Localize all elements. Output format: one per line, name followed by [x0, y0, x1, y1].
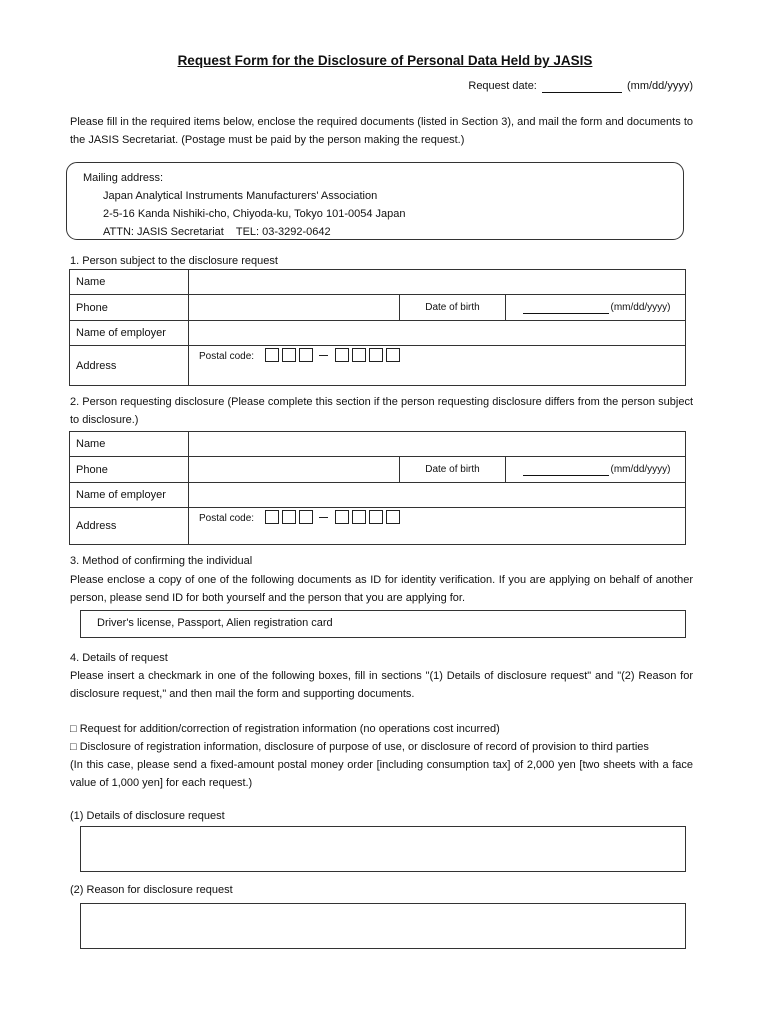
mailing-attn: ATTN: JASIS Secretariat [103, 226, 224, 238]
s2-address-field[interactable] [189, 508, 686, 545]
s1-employer-field[interactable] [189, 321, 686, 346]
request-date-field[interactable] [542, 80, 622, 93]
mailing-org: Japan Analytical Instruments Manufacturers' Association [103, 190, 378, 202]
id-documents-box [80, 610, 686, 638]
mailing-street: 2-5-16 Kanda Nishiki-cho, Chiyoda-ku, Tokyo 101-0054 Japan [103, 208, 406, 220]
s2-postal-label: Postal code: [199, 513, 255, 524]
details-input-box[interactable] [80, 826, 686, 872]
request-date-format: (mm/dd/yyyy) [627, 80, 693, 92]
s1-dob-label: Date of birth [400, 295, 506, 321]
s1-dob-field[interactable] [506, 295, 686, 321]
s2-name-label: Name [70, 432, 189, 457]
s2-name-field[interactable] [189, 432, 686, 457]
s2-address-label: Address [70, 508, 189, 545]
s1-dob-blank[interactable] [523, 302, 609, 314]
request-date-label: Request date: [468, 80, 537, 92]
s1-address-field[interactable] [189, 346, 686, 386]
s2-dob-label: Date of birth [400, 457, 506, 483]
s1-postal-digit[interactable] [265, 348, 279, 362]
reason-input-box[interactable] [80, 903, 686, 949]
mailing-tel: TEL: 03-3292-0642 [235, 226, 331, 238]
id-documents-list: Driver's license, Passport, Alien registration card [97, 617, 333, 629]
s2-dob-field[interactable] [506, 457, 686, 483]
mailing-address-box [66, 162, 684, 240]
s1-postal-digit[interactable] [335, 348, 349, 362]
s1-postal-digit[interactable] [282, 348, 296, 362]
s1-postal-digit[interactable] [299, 348, 313, 362]
s2-phone-label: Phone [70, 457, 189, 483]
s2-postal-digit[interactable] [386, 510, 400, 524]
s2-phone-field[interactable] [189, 457, 400, 483]
details-label: (1) Details of disclosure request [70, 810, 225, 822]
section2-table [69, 431, 686, 545]
s2-postal-digit[interactable] [335, 510, 349, 524]
section1-title: 1. Person subject to the disclosure request [70, 255, 278, 267]
s1-employer-label: Name of employer [70, 321, 189, 346]
s1-postal-digit[interactable] [386, 348, 400, 362]
section3-text: Please enclose a copy of one of the following documents as ID for identity verification. If you are applying on behalf of another person, please send ID for both yourself and the person that you are applying for. [70, 574, 693, 604]
s1-postal-digit[interactable] [369, 348, 383, 362]
intro-text: Please fill in the required items below, enclose the required documents (listed in Section 3), and mail the form and documents to the JASIS Secretariat. (Postage must be paid by the person making the request.) [70, 116, 693, 146]
section4-note: (In this case, please send a fixed-amount postal money order [including consumption tax] of 2,000 yen [two sheets with a face value of 1,000 yen] for each request.) [70, 759, 693, 789]
s2-postal-digit[interactable] [282, 510, 296, 524]
option-addition-correction[interactable]: □ Request for addition/correction of registration information (no operations cost incurred) [70, 723, 500, 735]
s1-phone-field[interactable] [189, 295, 400, 321]
section4-title: 4. Details of request [70, 652, 168, 664]
s1-postal-label: Postal code: [199, 351, 255, 362]
s2-postal-dash [319, 517, 328, 518]
mailing-label: Mailing address: [83, 172, 164, 184]
request-date [380, 80, 693, 93]
s1-postal-code [189, 346, 685, 385]
s2-postal-code [189, 508, 685, 544]
s2-dob-format: (mm/dd/yyyy) [610, 463, 671, 475]
s2-postal-digit[interactable] [352, 510, 366, 524]
option-disclosure[interactable]: □ Disclosure of registration information, disclosure of purpose of use, or disclosure of record of provision to third parties [70, 741, 649, 753]
section1-table [69, 269, 686, 386]
section3-title: 3. Method of confirming the individual [70, 555, 253, 567]
s1-postal-dash [319, 355, 328, 356]
s1-postal-digit[interactable] [352, 348, 366, 362]
mailing-attn-line [83, 223, 667, 241]
section4-text: Please insert a checkmark in one of the following boxes, fill in sections "(1) Details of disclosure request" and "(2) Reason for disclosure request," and then mail the form and supporting documents. [70, 670, 693, 700]
form-title: Request Form for the Disclosure of Personal Data Held by JASIS [177, 53, 593, 68]
s1-phone-label: Phone [70, 295, 189, 321]
s2-employer-label: Name of employer [70, 483, 189, 508]
s2-dob-blank[interactable] [523, 464, 609, 476]
s1-name-label: Name [70, 270, 189, 295]
reason-label: (2) Reason for disclosure request [70, 884, 233, 896]
s2-employer-field[interactable] [189, 483, 686, 508]
s2-postal-digit[interactable] [265, 510, 279, 524]
section2-title: 2. Person requesting disclosure (Please complete this section if the person requesting disclosure differs from the person subject to disclosure.) [70, 396, 693, 426]
s1-name-field[interactable] [189, 270, 686, 295]
s2-postal-digit[interactable] [369, 510, 383, 524]
s2-postal-digit[interactable] [299, 510, 313, 524]
s1-dob-format: (mm/dd/yyyy) [610, 301, 671, 313]
s1-address-label: Address [70, 346, 189, 386]
